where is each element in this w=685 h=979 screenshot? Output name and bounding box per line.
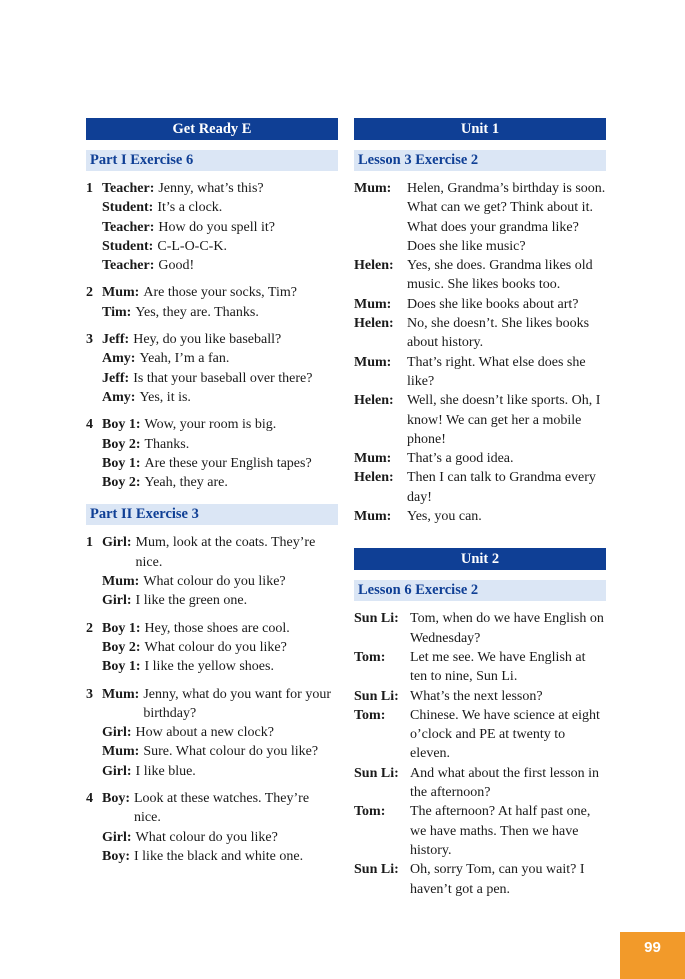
dialogue-text: I like blue.	[135, 763, 196, 779]
dialogue-text: That’s right. What else does she like?	[407, 354, 586, 389]
unit-1-lesson-title: Lesson 3 Exercise 2	[354, 150, 606, 171]
dialogue-line	[354, 353, 606, 392]
speaker-name: Boy 2:	[102, 639, 141, 655]
dialogue-group	[86, 685, 338, 781]
dialogue-text: Yes, she does. Grandma likes old music. She likes books too.	[407, 258, 593, 293]
dialogue-text: Look at these watches. They’re nice.	[134, 791, 310, 826]
dialogue-text: Are these your English tapes?	[144, 455, 312, 471]
dialogue-line	[354, 449, 606, 468]
right-column	[354, 118, 606, 899]
speaker-name: Girl:	[102, 763, 132, 779]
dialogue-line	[86, 828, 338, 847]
speaker-name: Boy 1:	[102, 659, 141, 675]
speaker-name: Teacher:	[102, 258, 155, 274]
dialogue-line	[86, 657, 338, 676]
dialogue-text: And what about the first lesson in the afternoon?	[410, 765, 599, 801]
dialogue-line	[86, 283, 338, 302]
dialogue-line	[354, 507, 606, 526]
speaker-name: Amy:	[102, 351, 136, 367]
dialogue-line	[86, 638, 338, 657]
dialogue-line	[354, 468, 606, 507]
speaker-name: Mum:	[102, 744, 140, 760]
speaker-name: Amy:	[102, 389, 136, 405]
speaker-name: Jeff:	[102, 332, 130, 348]
dialogue-line	[354, 764, 606, 803]
speaker-name: Tom:	[354, 649, 386, 665]
dialogue-text: Yeah, they are.	[144, 475, 228, 491]
dialogue-text: I like the green one.	[135, 593, 248, 609]
item-number: 1	[86, 181, 93, 196]
speaker-name: Mum:	[354, 354, 392, 370]
speaker-name: Teacher:	[102, 219, 155, 235]
dialogue-text: Then I can talk to Grandma every day!	[407, 470, 596, 505]
speaker-name: Sun Li:	[354, 862, 399, 878]
speaker-name: Helen:	[354, 258, 394, 274]
speaker-name: Student:	[102, 200, 154, 216]
speaker-name: Mum:	[102, 686, 140, 702]
unit-2-header: Unit 2	[354, 548, 606, 570]
dialogue-text: Helen, Grandma’s birthday is soon. What can we get? Think about it. What does your grandma like? Does she like music?	[407, 181, 606, 254]
item-number: 4	[86, 417, 93, 433]
dialogue-group	[86, 789, 338, 866]
speaker-name: Sun Li:	[354, 688, 399, 704]
dialogue-text: That’s a good idea.	[407, 451, 514, 467]
dialogue-group	[86, 283, 338, 322]
part-2-title: Part II Exercise 3	[86, 504, 338, 525]
dialogue-text: Chinese. We have science at eight o’clock and PE at twenty to eleven.	[410, 707, 600, 762]
dialogue-text: Hey, do you like baseball?	[133, 332, 282, 348]
dialogue-text: What’s the next lesson?	[410, 688, 543, 704]
dialogue-text: Hey, those shoes are cool.	[144, 620, 290, 636]
dialogue-text: C-L-O-C-K.	[157, 238, 227, 254]
dialogue-text: Yes, you can.	[407, 509, 482, 525]
unit-1-dialogue	[354, 179, 606, 526]
left-column	[86, 118, 338, 866]
speaker-name: Jeff:	[102, 370, 130, 386]
dialogue-line	[86, 762, 338, 781]
speaker-name: Sun Li:	[354, 611, 399, 627]
dialogue-line	[354, 609, 606, 648]
dialogue-text: Yes, they are. Thanks.	[135, 304, 259, 320]
get-ready-e-header: Get Ready E	[86, 118, 338, 140]
speaker-name: Helen:	[354, 393, 394, 409]
dialogue-line	[86, 303, 338, 322]
dialogue-text: Jenny, what do you want for your birthday?	[143, 686, 331, 721]
dialogue-line	[86, 349, 338, 368]
item-number: 3	[86, 332, 93, 348]
dialogue-group	[86, 619, 338, 677]
dialogue-line	[354, 706, 606, 764]
dialogue-text: Oh, sorry Tom, can you wait? I haven’t got a pen.	[410, 862, 585, 897]
dialogue-line	[86, 256, 338, 275]
dialogue-line	[354, 687, 606, 706]
speaker-name: Girl:	[102, 535, 132, 551]
dialogue-text: What colour do you like?	[144, 639, 287, 655]
speaker-name: Sun Li:	[354, 765, 399, 781]
dialogue-group	[86, 533, 338, 610]
dialogue-text: Is that your baseball over there?	[133, 370, 313, 386]
dialogue-text: Well, she doesn’t like sports. Oh, I know! We can get her a mobile phone!	[407, 393, 601, 447]
speaker-name: Boy 1:	[102, 417, 141, 433]
item-number: 4	[86, 791, 93, 807]
dialogue-text: Mum, look at the coats. They’re nice.	[135, 535, 316, 570]
dialogue-line	[354, 391, 606, 449]
speaker-name: Girl:	[102, 593, 132, 609]
speaker-name: Boy 1:	[102, 455, 141, 471]
part-1-title: Part I Exercise 6	[86, 150, 338, 171]
unit-2-dialogue	[354, 609, 606, 898]
dialogue-line	[86, 847, 338, 866]
dialogue-text: Good!	[158, 258, 195, 274]
dialogue-line	[86, 723, 338, 742]
dialogue-line	[354, 295, 606, 314]
part-1-dialogues	[86, 179, 338, 492]
speaker-name: Mum:	[354, 296, 392, 312]
dialogue-group	[86, 330, 338, 407]
dialogue-text: Jenny, what’s this?	[158, 181, 264, 196]
dialogue-line	[86, 533, 338, 572]
dialogue-line	[354, 648, 606, 687]
dialogue-text: Wow, your room is big.	[144, 417, 277, 433]
dialogue-group	[86, 179, 338, 275]
dialogue-line	[86, 415, 338, 434]
dialogue-text: How about a new clock?	[135, 725, 274, 741]
speaker-name: Helen:	[354, 316, 394, 332]
dialogue-line	[86, 591, 338, 610]
page-number-tab	[620, 932, 685, 979]
dialogue-line	[86, 473, 338, 492]
dialogue-text: What colour do you like?	[135, 829, 278, 845]
dialogue-text: Yes, it is.	[139, 389, 191, 405]
dialogue-line	[86, 742, 338, 761]
speaker-name: Tom:	[354, 804, 386, 820]
unit-2-lesson-title: Lesson 6 Exercise 2	[354, 580, 606, 601]
dialogue-text: Does she like books about art?	[407, 296, 579, 312]
dialogue-line	[86, 237, 338, 256]
dialogue-line	[86, 388, 338, 407]
dialogue-line	[86, 218, 338, 237]
dialogue-text: Let me see. We have English at ten to nine, Sun Li.	[410, 649, 586, 685]
speaker-name: Tom:	[354, 707, 386, 723]
speaker-name: Boy 1:	[102, 620, 141, 636]
speaker-name: Mum:	[102, 574, 140, 590]
dialogue-line	[86, 454, 338, 473]
speaker-name: Tim:	[102, 304, 132, 320]
dialogue-text: It’s a clock.	[157, 200, 223, 216]
dialogue-line	[354, 179, 606, 256]
dialogue-line	[86, 619, 338, 638]
dialogue-text: The afternoon? At half past one, we have maths. Then we have history.	[410, 804, 591, 858]
dialogue-text: I like the yellow shoes.	[144, 659, 274, 675]
item-number: 2	[86, 620, 93, 636]
item-number: 1	[86, 535, 93, 551]
dialogue-line	[86, 179, 338, 198]
speaker-name: Girl:	[102, 725, 132, 741]
speaker-name: Boy:	[102, 791, 130, 807]
dialogue-line	[86, 330, 338, 349]
item-number: 3	[86, 686, 93, 702]
dialogue-text: Are those your socks, Tim?	[143, 285, 297, 301]
speaker-name: Girl:	[102, 829, 132, 845]
speaker-name: Mum:	[354, 181, 392, 196]
speaker-name: Boy:	[102, 848, 130, 864]
dialogue-text: Tom, when do we have English on Wednesday?	[410, 611, 604, 646]
dialogue-text: I like the black and white one.	[134, 848, 304, 864]
dialogue-line	[86, 369, 338, 388]
dialogue-text: No, she doesn’t. She likes books about history.	[407, 316, 590, 351]
speaker-name: Mum:	[354, 509, 392, 525]
dialogue-line	[354, 802, 606, 860]
speaker-name: Mum:	[354, 451, 392, 467]
dialogue-line	[86, 435, 338, 454]
dialogue-text: Sure. What colour do you like?	[143, 744, 319, 760]
speaker-name: Helen:	[354, 470, 394, 486]
dialogue-group	[86, 415, 338, 492]
dialogue-line	[86, 685, 338, 724]
page-number: 99	[644, 939, 661, 956]
item-number: 2	[86, 285, 93, 301]
dialogue-text: How do you spell it?	[158, 219, 276, 235]
speaker-name: Teacher:	[102, 181, 155, 196]
dialogue-text: Thanks.	[144, 436, 190, 452]
dialogue-text: Yeah, I’m a fan.	[139, 351, 230, 367]
speaker-name: Student:	[102, 238, 154, 254]
dialogue-line	[354, 860, 606, 899]
dialogue-line	[86, 572, 338, 591]
dialogue-line	[86, 198, 338, 217]
unit-1-header: Unit 1	[354, 118, 606, 140]
dialogue-line	[86, 789, 338, 828]
dialogue-text: What colour do you like?	[143, 574, 286, 590]
speaker-name: Boy 2:	[102, 475, 141, 491]
dialogue-line	[354, 314, 606, 353]
speaker-name: Boy 2:	[102, 436, 141, 452]
dialogue-line	[354, 256, 606, 295]
speaker-name: Mum:	[102, 285, 140, 301]
part-2-dialogues	[86, 533, 338, 866]
